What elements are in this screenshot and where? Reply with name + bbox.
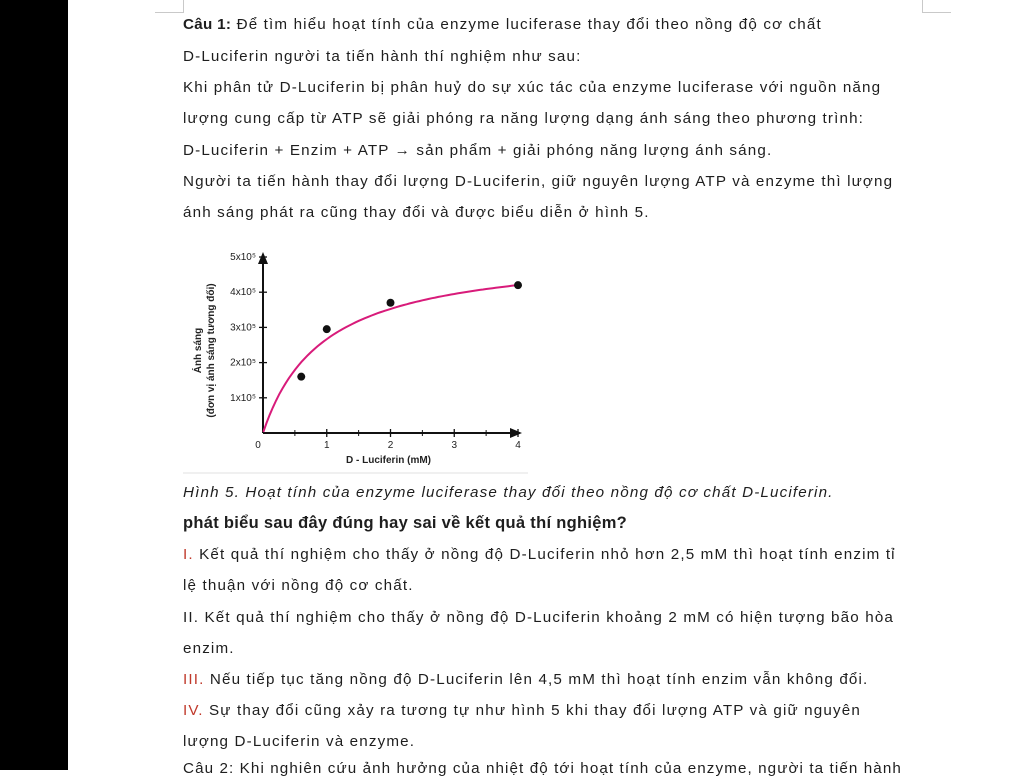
- left-black-margin: [0, 0, 68, 770]
- y-tick-label: 1x10⁵: [230, 392, 256, 404]
- reaction-equation: D-Luciferin + Enzim + ATP → sản phẩm + giải phóng năng lượng ánh sáng.: [183, 142, 773, 159]
- y-tick-label: 4x10⁵: [230, 287, 256, 299]
- statement-1-line-1: [183, 546, 896, 563]
- question-line-3: Khi phân tử D-Luciferin bị phân huỷ do sự xúc tác của enzyme luciferase với nguồn năng: [183, 79, 882, 96]
- x-axis-title: D - Luciferin (mM): [346, 455, 431, 466]
- statement-1-text: Kết quả thí nghiệm cho thấy ở nồng độ D-Luciferin nhỏ hơn 2,5 mM thì hoạt tính enzim tỉ: [193, 546, 896, 563]
- question-title-line: [183, 16, 822, 33]
- statement-4-line-1: [183, 702, 861, 719]
- saturation-curve: [263, 285, 518, 432]
- statement-1-number: I.: [183, 546, 194, 563]
- y-axis-arrow: [258, 252, 268, 264]
- question-prompt: phát biểu sau đây đúng hay sai về kết quả thí nghiệm?: [183, 514, 628, 532]
- x-tick-label: 2: [387, 440, 394, 451]
- data-point: [297, 373, 305, 381]
- y-axis-title-line-1: Ánh sáng: [193, 327, 204, 374]
- statement-1-line-2: lệ thuận với nồng độ cơ chất.: [183, 577, 414, 594]
- page-corner-mark-right: [922, 0, 951, 13]
- statement-3-text: Nếu tiếp tục tăng nồng độ D-Luciferin lên 4,5 mM thì hoạt tính enzim vẫn không đổi.: [204, 671, 869, 688]
- x-tick-label: 1: [323, 440, 330, 451]
- data-point: [387, 299, 395, 307]
- y-tick-label: 2x10⁵: [230, 357, 256, 369]
- x-tick-label: 0: [255, 440, 261, 451]
- x-axis-arrow: [510, 428, 522, 438]
- y-tick-label: 3x10⁵: [230, 322, 256, 334]
- question-line-4: lượng cung cấp từ ATP sẽ giải phóng ra năng lượng dạng ánh sáng theo phương trình:: [183, 110, 865, 127]
- statement-3-number: III.: [183, 671, 205, 688]
- question-title: Câu 1:: [183, 16, 232, 33]
- statement-2-text: Kết quả thí nghiệm cho thấy ở nồng độ D-Luciferin khoảng 2 mM có hiện tượng bão hòa: [199, 609, 895, 626]
- question-line-2: D-Luciferin người ta tiến hành thí nghiệm như sau:: [183, 48, 582, 65]
- statement-2-line-1: [183, 609, 894, 626]
- page-corner-mark-left: [155, 0, 184, 13]
- statement-4-line-2: lượng D-Luciferin và enzyme.: [183, 733, 416, 750]
- y-axis-title-line-2: (đơn vị ánh sáng tương đối): [206, 283, 217, 418]
- question-intro: Để tìm hiểu hoạt tính của enzyme luciferase thay đổi theo nồng độ cơ chất: [231, 16, 822, 33]
- question-line-7: ánh sáng phát ra cũng thay đổi và được biểu diễn ở hình 5.: [183, 204, 650, 221]
- figure-caption: Hình 5. Hoạt tính của enzyme luciferase thay đổi theo nồng độ cơ chất D-Luciferin.: [183, 484, 834, 501]
- next-question-cut-off: Câu 2: Khi nghiên cứu ảnh hưởng của nhiệt độ tới hoạt tính của enzyme, người ta tiến hành: [183, 760, 902, 777]
- statement-4-number: IV.: [183, 702, 204, 719]
- statement-2-line-2: enzim.: [183, 640, 235, 657]
- x-tick-label: 3: [451, 440, 458, 451]
- y-tick-label: 5x10⁵: [230, 252, 256, 263]
- statement-3-line-1: [183, 671, 868, 688]
- data-point: [323, 325, 331, 333]
- question-line-6: Người ta tiến hành thay đổi lượng D-Luciferin, giữ nguyên lượng ATP và enzyme thì lượng: [183, 173, 894, 190]
- data-point: [514, 281, 522, 289]
- x-tick-label: 4: [515, 440, 521, 451]
- statement-2-number: II.: [183, 609, 200, 626]
- statement-4-text: Sự thay đổi cũng xảy ra tương tự như hình 5 khi thay đổi lượng ATP và giữ nguyên: [203, 702, 861, 719]
- luciferase-chart: [183, 240, 533, 475]
